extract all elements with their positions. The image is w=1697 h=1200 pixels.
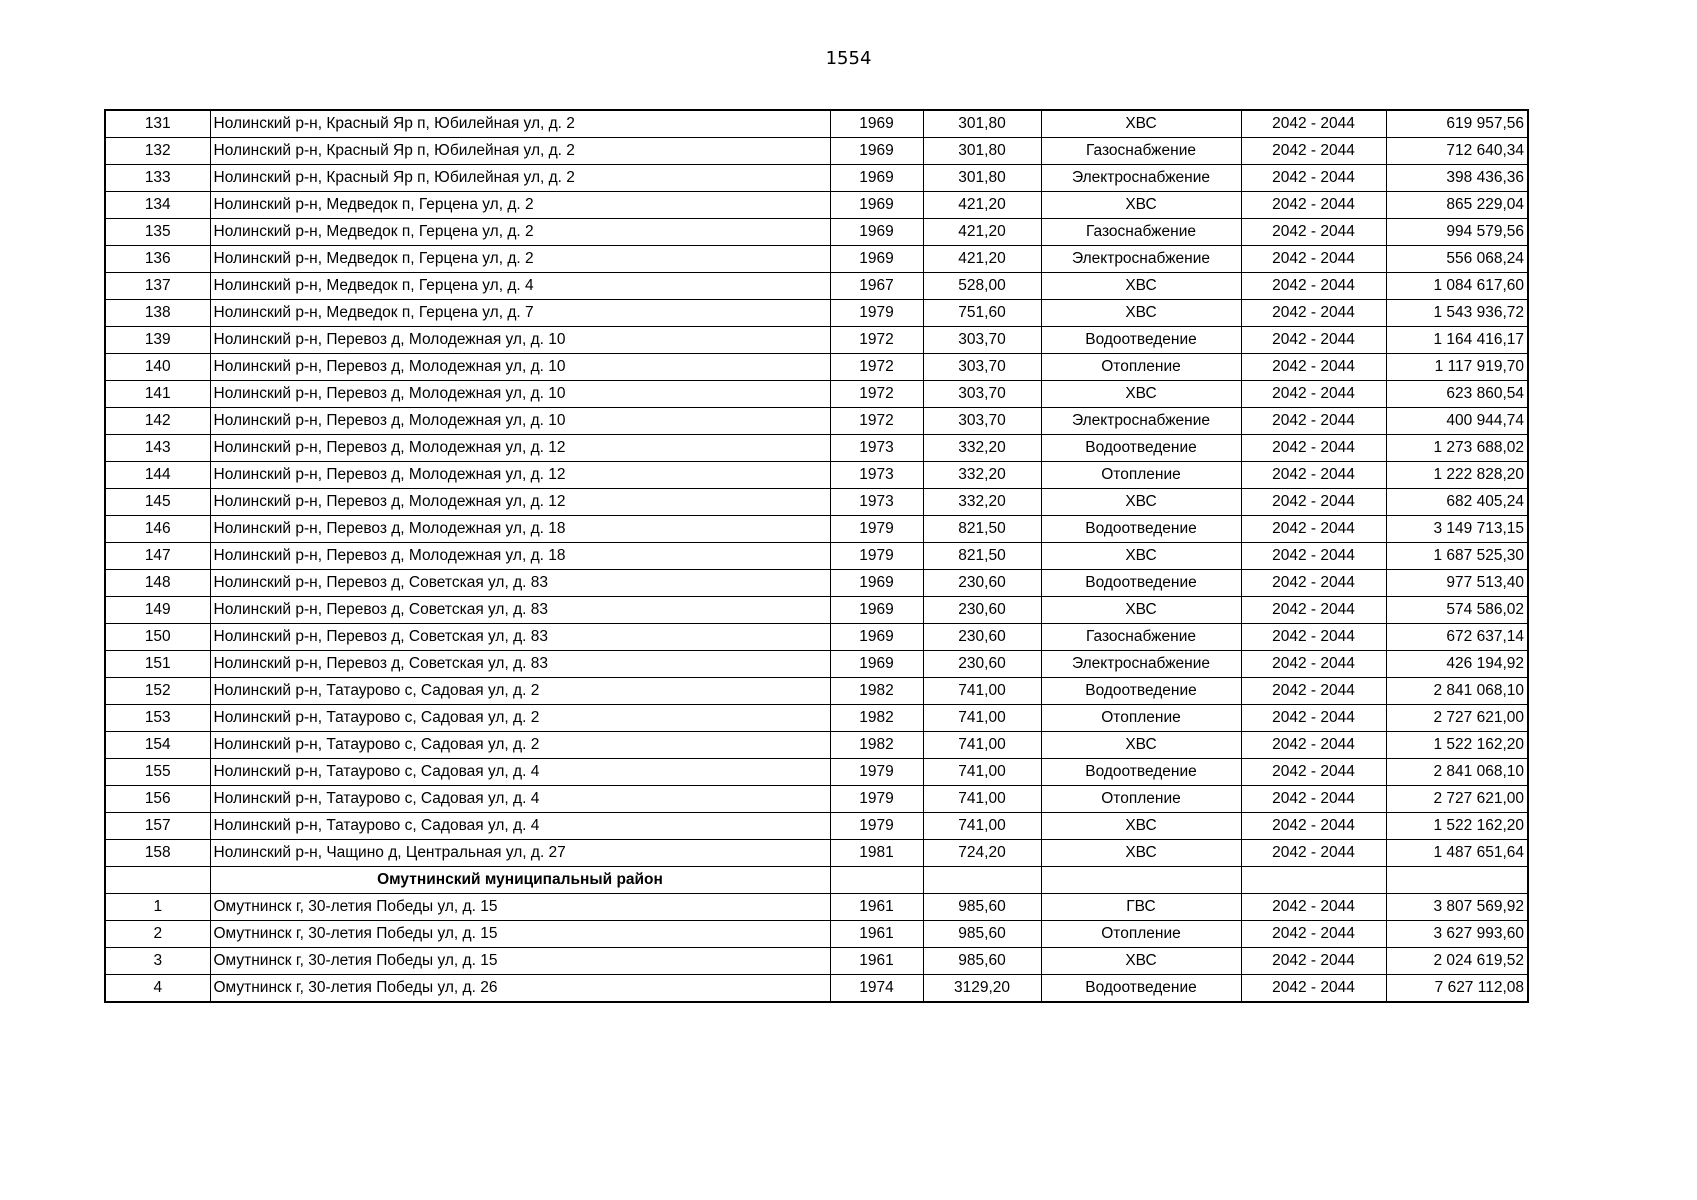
work-type-cell: ХВС [1041,948,1241,975]
work-type-cell: Газоснабжение [1041,624,1241,651]
row-number-cell: 147 [105,543,210,570]
address-cell: Нолинский р-н, Красный Яр п, Юбилейная ул, д. 2 [210,165,830,192]
area-cell: 421,20 [923,192,1041,219]
row-number-cell: 150 [105,624,210,651]
area-cell: 332,20 [923,462,1041,489]
period-cell: 2042 - 2044 [1241,300,1386,327]
address-cell: Нолинский р-н, Перевоз д, Молодежная ул, д. 10 [210,408,830,435]
section-header-row [105,867,1528,894]
address-cell: Нолинский р-н, Татаурово с, Садовая ул, д. 2 [210,705,830,732]
build-year-cell: 1972 [830,381,923,408]
area-cell: 301,80 [923,110,1041,138]
cost-cell: 2 841 068,10 [1386,759,1528,786]
address-cell: Нолинский р-н, Перевоз д, Советская ул, д. 83 [210,624,830,651]
area-cell: 230,60 [923,624,1041,651]
build-year-cell: 1982 [830,732,923,759]
build-year-cell: 1974 [830,975,923,1003]
period-cell: 2042 - 2044 [1241,192,1386,219]
area-cell: 303,70 [923,381,1041,408]
area-cell: 741,00 [923,759,1041,786]
table-row [105,435,1528,462]
period-cell: 2042 - 2044 [1241,759,1386,786]
area-cell: 985,60 [923,894,1041,921]
table-row [105,813,1528,840]
cost-cell: 556 068,24 [1386,246,1528,273]
period-cell: 2042 - 2044 [1241,327,1386,354]
row-number-cell: 3 [105,948,210,975]
build-year-cell: 1979 [830,516,923,543]
table-row [105,516,1528,543]
table-row [105,678,1528,705]
area-cell: 230,60 [923,597,1041,624]
period-cell: 2042 - 2044 [1241,651,1386,678]
area-cell: 303,70 [923,327,1041,354]
row-number-cell: 139 [105,327,210,354]
area-cell: 301,80 [923,138,1041,165]
cost-cell: 1 117 919,70 [1386,354,1528,381]
row-number-cell: 143 [105,435,210,462]
row-number-cell: 131 [105,110,210,138]
work-type-cell: Водоотведение [1041,327,1241,354]
row-number-cell: 152 [105,678,210,705]
address-cell: Омутнинск г, 30-летия Победы ул, д. 26 [210,975,830,1003]
empty-cell [923,867,1041,894]
cost-cell: 682 405,24 [1386,489,1528,516]
period-cell: 2042 - 2044 [1241,138,1386,165]
period-cell: 2042 - 2044 [1241,408,1386,435]
work-type-cell: Газоснабжение [1041,138,1241,165]
row-number-cell: 138 [105,300,210,327]
period-cell: 2042 - 2044 [1241,462,1386,489]
build-year-cell: 1961 [830,894,923,921]
period-cell: 2042 - 2044 [1241,840,1386,867]
period-cell: 2042 - 2044 [1241,705,1386,732]
period-cell: 2042 - 2044 [1241,786,1386,813]
period-cell: 2042 - 2044 [1241,516,1386,543]
address-cell: Нолинский р-н, Перевоз д, Советская ул, д. 83 [210,651,830,678]
table-row [105,381,1528,408]
area-cell: 985,60 [923,921,1041,948]
work-type-cell: Водоотведение [1041,570,1241,597]
area-cell: 332,20 [923,435,1041,462]
build-year-cell: 1969 [830,192,923,219]
period-cell: 2042 - 2044 [1241,678,1386,705]
build-year-cell: 1979 [830,813,923,840]
address-cell: Нолинский р-н, Медведок п, Герцена ул, д. 2 [210,192,830,219]
period-cell: 2042 - 2044 [1241,921,1386,948]
build-year-cell: 1973 [830,462,923,489]
address-cell: Нолинский р-н, Перевоз д, Советская ул, д. 83 [210,597,830,624]
row-number-cell: 158 [105,840,210,867]
period-cell: 2042 - 2044 [1241,165,1386,192]
period-cell: 2042 - 2044 [1241,435,1386,462]
area-cell: 303,70 [923,354,1041,381]
row-number-cell: 134 [105,192,210,219]
table-row [105,327,1528,354]
row-number-cell: 145 [105,489,210,516]
row-number-cell: 132 [105,138,210,165]
work-type-cell: ХВС [1041,110,1241,138]
work-type-cell: Отопление [1041,921,1241,948]
work-type-cell: ХВС [1041,381,1241,408]
work-type-cell: Отопление [1041,354,1241,381]
area-cell: 303,70 [923,408,1041,435]
period-cell: 2042 - 2044 [1241,732,1386,759]
work-type-cell: ХВС [1041,597,1241,624]
cost-cell: 865 229,04 [1386,192,1528,219]
build-year-cell: 1969 [830,570,923,597]
cost-cell: 623 860,54 [1386,381,1528,408]
table-row [105,246,1528,273]
address-cell: Нолинский р-н, Медведок п, Герцена ул, д. 7 [210,300,830,327]
address-cell: Нолинский р-н, Медведок п, Герцена ул, д. 4 [210,273,830,300]
address-cell: Нолинский р-н, Татаурово с, Садовая ул, д. 4 [210,813,830,840]
row-number-cell: 153 [105,705,210,732]
cost-cell: 672 637,14 [1386,624,1528,651]
table-row [105,921,1528,948]
build-year-cell: 1969 [830,597,923,624]
table-row [105,624,1528,651]
register-table [104,109,1529,1003]
build-year-cell: 1979 [830,759,923,786]
cost-cell: 7 627 112,08 [1386,975,1528,1003]
address-cell: Омутнинск г, 30-летия Победы ул, д. 15 [210,894,830,921]
empty-cell [105,867,210,894]
table-row [105,651,1528,678]
address-cell: Нолинский р-н, Медведок п, Герцена ул, д. 2 [210,219,830,246]
period-cell: 2042 - 2044 [1241,246,1386,273]
period-cell: 2042 - 2044 [1241,813,1386,840]
build-year-cell: 1969 [830,165,923,192]
cost-cell: 1 084 617,60 [1386,273,1528,300]
build-year-cell: 1967 [830,273,923,300]
build-year-cell: 1961 [830,921,923,948]
period-cell: 2042 - 2044 [1241,948,1386,975]
work-type-cell: Отопление [1041,786,1241,813]
cost-cell: 2 024 619,52 [1386,948,1528,975]
cost-cell: 1 273 688,02 [1386,435,1528,462]
build-year-cell: 1972 [830,354,923,381]
cost-cell: 3 627 993,60 [1386,921,1528,948]
empty-cell [830,867,923,894]
cost-cell: 574 586,02 [1386,597,1528,624]
cost-cell: 712 640,34 [1386,138,1528,165]
build-year-cell: 1979 [830,543,923,570]
table-row [105,219,1528,246]
build-year-cell: 1981 [830,840,923,867]
row-number-cell: 142 [105,408,210,435]
address-cell: Нолинский р-н, Перевоз д, Молодежная ул, д. 12 [210,489,830,516]
period-cell: 2042 - 2044 [1241,354,1386,381]
area-cell: 230,60 [923,570,1041,597]
work-type-cell: Водоотведение [1041,435,1241,462]
build-year-cell: 1969 [830,110,923,138]
area-cell: 332,20 [923,489,1041,516]
register-table-body [105,110,1528,1002]
work-type-cell: ГВС [1041,894,1241,921]
area-cell: 421,20 [923,219,1041,246]
address-cell: Нолинский р-н, Красный Яр п, Юбилейная ул, д. 2 [210,138,830,165]
work-type-cell: ХВС [1041,300,1241,327]
table-row [105,300,1528,327]
period-cell: 2042 - 2044 [1241,110,1386,138]
area-cell: 741,00 [923,786,1041,813]
table-row [105,489,1528,516]
cost-cell: 2 727 621,00 [1386,786,1528,813]
period-cell: 2042 - 2044 [1241,273,1386,300]
work-type-cell: Отопление [1041,705,1241,732]
section-title: Омутнинский муниципальный район [210,867,830,894]
cost-cell: 1 222 828,20 [1386,462,1528,489]
row-number-cell: 154 [105,732,210,759]
row-number-cell: 136 [105,246,210,273]
row-number-cell: 135 [105,219,210,246]
row-number-cell: 157 [105,813,210,840]
work-type-cell: Электроснабжение [1041,165,1241,192]
row-number-cell: 155 [105,759,210,786]
table-row [105,786,1528,813]
row-number-cell: 4 [105,975,210,1003]
address-cell: Нолинский р-н, Татаурово с, Садовая ул, д. 2 [210,732,830,759]
area-cell: 821,50 [923,543,1041,570]
cost-cell: 400 944,74 [1386,408,1528,435]
table-row [105,354,1528,381]
empty-cell [1241,867,1386,894]
work-type-cell: Водоотведение [1041,759,1241,786]
work-type-cell: Электроснабжение [1041,246,1241,273]
address-cell: Нолинский р-н, Перевоз д, Советская ул, д. 83 [210,570,830,597]
build-year-cell: 1969 [830,246,923,273]
table-row [105,948,1528,975]
address-cell: Нолинский р-н, Перевоз д, Молодежная ул, д. 10 [210,327,830,354]
row-number-cell: 133 [105,165,210,192]
table-row [105,705,1528,732]
cost-cell: 1 522 162,20 [1386,813,1528,840]
address-cell: Нолинский р-н, Татаурово с, Садовая ул, д. 4 [210,786,830,813]
area-cell: 528,00 [923,273,1041,300]
work-type-cell: Электроснабжение [1041,651,1241,678]
build-year-cell: 1979 [830,300,923,327]
period-cell: 2042 - 2044 [1241,381,1386,408]
build-year-cell: 1969 [830,138,923,165]
address-cell: Нолинский р-н, Медведок п, Герцена ул, д. 2 [210,246,830,273]
address-cell: Омутнинск г, 30-летия Победы ул, д. 15 [210,921,830,948]
area-cell: 741,00 [923,705,1041,732]
row-number-cell: 137 [105,273,210,300]
cost-cell: 994 579,56 [1386,219,1528,246]
row-number-cell: 156 [105,786,210,813]
cost-cell: 2 727 621,00 [1386,705,1528,732]
work-type-cell: ХВС [1041,732,1241,759]
address-cell: Нолинский р-н, Перевоз д, Молодежная ул, д. 18 [210,516,830,543]
table-row [105,732,1528,759]
work-type-cell: ХВС [1041,813,1241,840]
address-cell: Нолинский р-н, Татаурово с, Садовая ул, д. 2 [210,678,830,705]
area-cell: 741,00 [923,813,1041,840]
address-cell: Нолинский р-н, Чащино д, Центральная ул, д. 27 [210,840,830,867]
table-row [105,462,1528,489]
work-type-cell: Электроснабжение [1041,408,1241,435]
area-cell: 751,60 [923,300,1041,327]
work-type-cell: Отопление [1041,462,1241,489]
table-row [105,543,1528,570]
period-cell: 2042 - 2044 [1241,219,1386,246]
row-number-cell: 151 [105,651,210,678]
area-cell: 985,60 [923,948,1041,975]
build-year-cell: 1969 [830,651,923,678]
build-year-cell: 1969 [830,624,923,651]
period-cell: 2042 - 2044 [1241,543,1386,570]
build-year-cell: 1973 [830,435,923,462]
work-type-cell: Водоотведение [1041,975,1241,1003]
area-cell: 230,60 [923,651,1041,678]
cost-cell: 3 807 569,92 [1386,894,1528,921]
cost-cell: 1 522 162,20 [1386,732,1528,759]
row-number-cell: 144 [105,462,210,489]
cost-cell: 2 841 068,10 [1386,678,1528,705]
table-row [105,165,1528,192]
work-type-cell: ХВС [1041,273,1241,300]
period-cell: 2042 - 2044 [1241,624,1386,651]
area-cell: 301,80 [923,165,1041,192]
build-year-cell: 1972 [830,408,923,435]
empty-cell [1386,867,1528,894]
table-row [105,894,1528,921]
row-number-cell: 1 [105,894,210,921]
work-type-cell: ХВС [1041,543,1241,570]
area-cell: 3129,20 [923,975,1041,1003]
empty-cell [1041,867,1241,894]
work-type-cell: ХВС [1041,840,1241,867]
table-row [105,597,1528,624]
cost-cell: 619 957,56 [1386,110,1528,138]
build-year-cell: 1969 [830,219,923,246]
area-cell: 821,50 [923,516,1041,543]
row-number-cell: 141 [105,381,210,408]
row-number-cell: 148 [105,570,210,597]
cost-cell: 1 487 651,64 [1386,840,1528,867]
period-cell: 2042 - 2044 [1241,570,1386,597]
address-cell: Нолинский р-н, Перевоз д, Молодежная ул, д. 10 [210,354,830,381]
address-cell: Нолинский р-н, Татаурово с, Садовая ул, д. 4 [210,759,830,786]
build-year-cell: 1982 [830,678,923,705]
area-cell: 741,00 [923,732,1041,759]
address-cell: Нолинский р-н, Перевоз д, Молодежная ул, д. 10 [210,381,830,408]
area-cell: 741,00 [923,678,1041,705]
table-row [105,138,1528,165]
cost-cell: 3 149 713,15 [1386,516,1528,543]
area-cell: 724,20 [923,840,1041,867]
period-cell: 2042 - 2044 [1241,597,1386,624]
row-number-cell: 146 [105,516,210,543]
period-cell: 2042 - 2044 [1241,489,1386,516]
build-year-cell: 1982 [830,705,923,732]
table-row [105,273,1528,300]
work-type-cell: Газоснабжение [1041,219,1241,246]
work-type-cell: ХВС [1041,489,1241,516]
page-number: 1554 [825,48,872,69]
cost-cell: 1 687 525,30 [1386,543,1528,570]
cost-cell: 1 164 416,17 [1386,327,1528,354]
area-cell: 421,20 [923,246,1041,273]
work-type-cell: Водоотведение [1041,678,1241,705]
cost-cell: 398 436,36 [1386,165,1528,192]
build-year-cell: 1961 [830,948,923,975]
table-row [105,840,1528,867]
address-cell: Нолинский р-н, Красный Яр п, Юбилейная ул, д. 2 [210,110,830,138]
row-number-cell: 149 [105,597,210,624]
table-row [105,408,1528,435]
address-cell: Нолинский р-н, Перевоз д, Молодежная ул, д. 18 [210,543,830,570]
build-year-cell: 1973 [830,489,923,516]
address-cell: Нолинский р-н, Перевоз д, Молодежная ул, д. 12 [210,462,830,489]
table-row [105,975,1528,1003]
build-year-cell: 1972 [830,327,923,354]
period-cell: 2042 - 2044 [1241,975,1386,1003]
table-row [105,570,1528,597]
cost-cell: 426 194,92 [1386,651,1528,678]
address-cell: Нолинский р-н, Перевоз д, Молодежная ул, д. 12 [210,435,830,462]
table-row [105,759,1528,786]
work-type-cell: ХВС [1041,192,1241,219]
build-year-cell: 1979 [830,786,923,813]
row-number-cell: 2 [105,921,210,948]
period-cell: 2042 - 2044 [1241,894,1386,921]
table-row [105,110,1528,138]
cost-cell: 1 543 936,72 [1386,300,1528,327]
row-number-cell: 140 [105,354,210,381]
address-cell: Омутнинск г, 30-летия Победы ул, д. 15 [210,948,830,975]
cost-cell: 977 513,40 [1386,570,1528,597]
table-row [105,192,1528,219]
work-type-cell: Водоотведение [1041,516,1241,543]
